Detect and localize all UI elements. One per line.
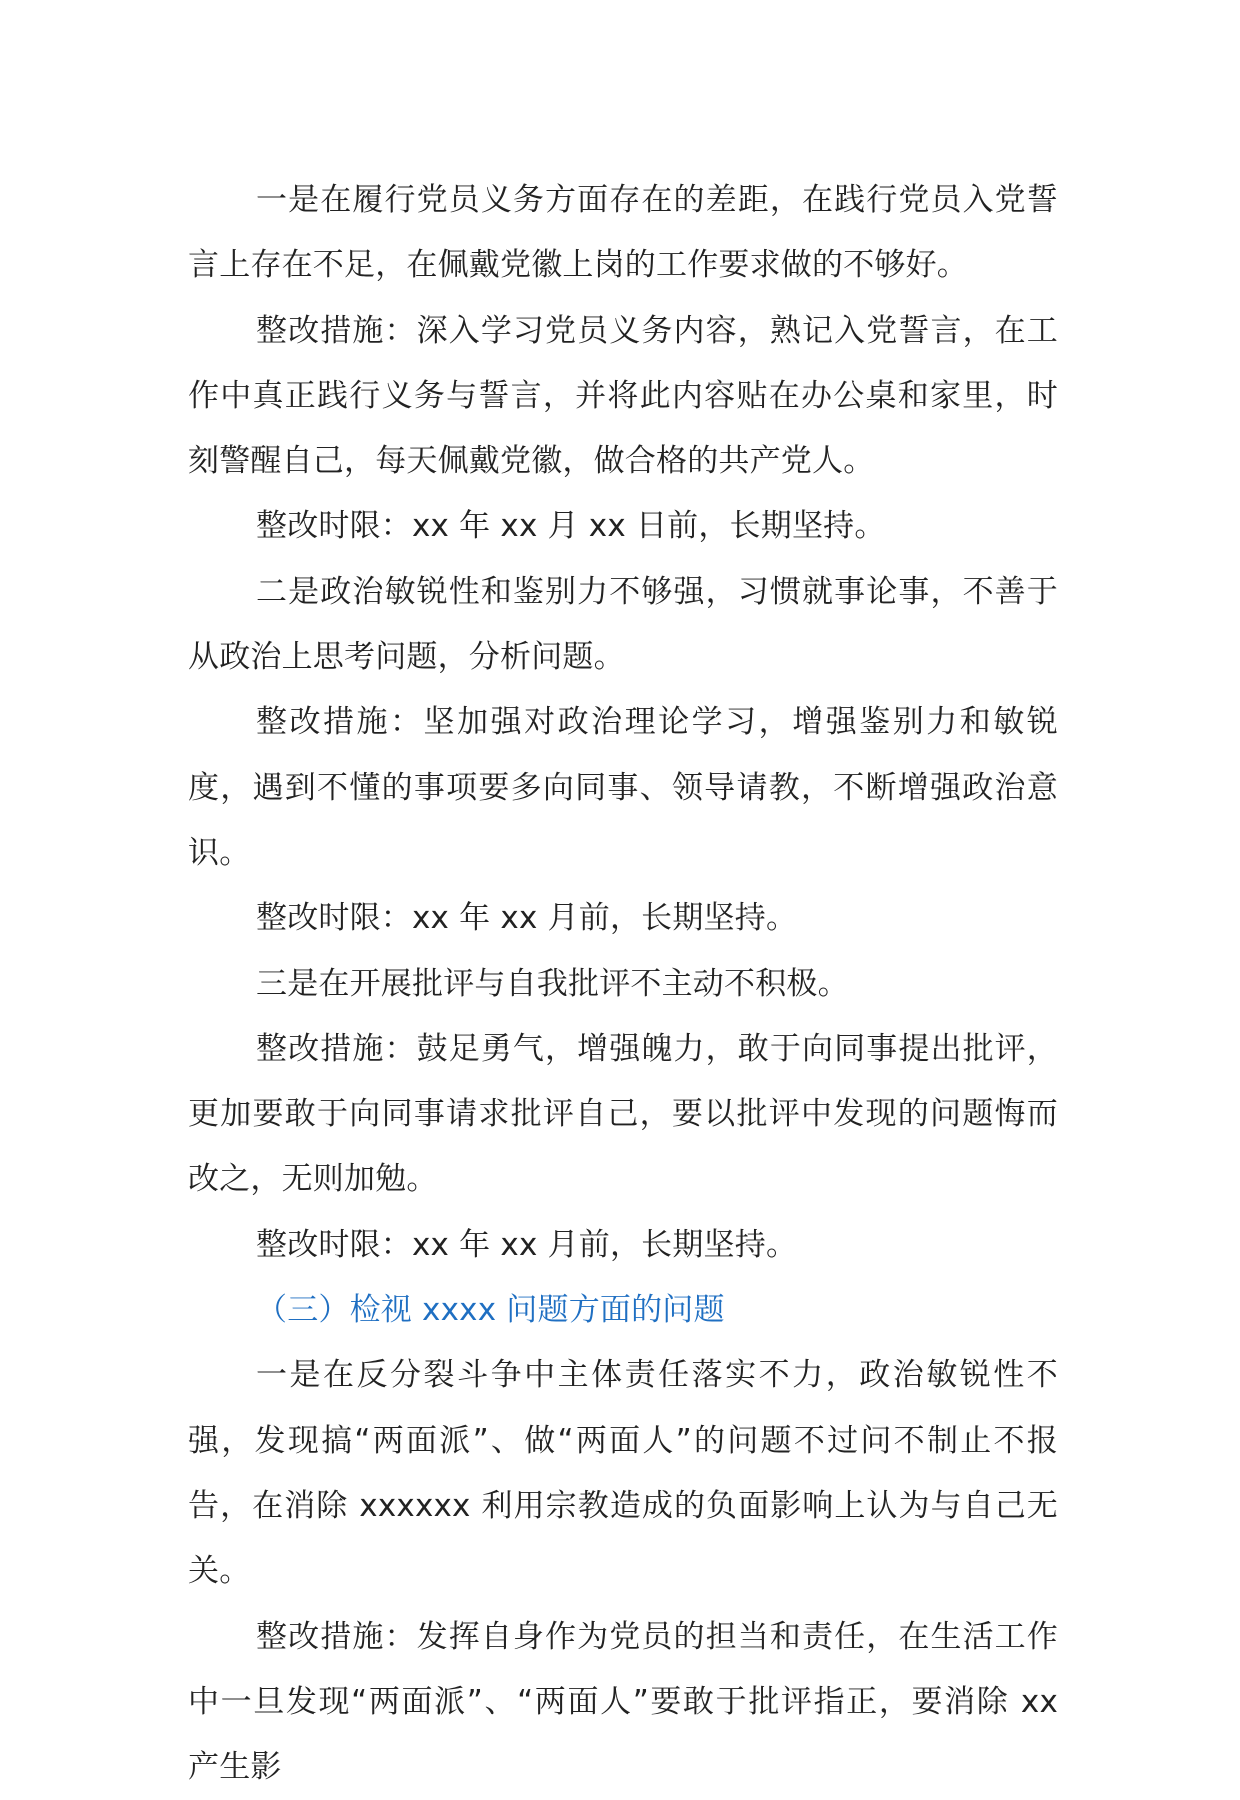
document-body bbox=[188, 168, 1058, 1800]
paragraph-issue-4: 一是在反分裂斗争中主体责任落实不力，政治敏锐性不强，发现搞“两面派”、做“两面人”的问题不过问不制止不报告，在消除 xxxxxx 利用宗教造成的负面影响上认为与自己无关。 bbox=[188, 1357, 1058, 1590]
paragraph-measures-4: 整改措施：发挥自身作为党员的担当和责任，在生活工作中一旦发现“两面派”、“两面人”要敢于批评指正，要消除 xx 产生影 bbox=[188, 1618, 1058, 1786]
section-heading: （三）检视 xxxx 问题方面的问题 bbox=[256, 1292, 725, 1329]
paragraph-measures-3: 整改措施：鼓足勇气，增强魄力，敢于向同事提出批评，更加要敢于向同事请求批评自己，要以批评中发现的问题悔而改之，无则加勉。 bbox=[188, 1030, 1058, 1198]
paragraph-issue-3: 三是在开展批评与自我批评不主动不积极。 bbox=[256, 965, 849, 1002]
paragraph-measures-2: 整改措施：坚加强对政治理论学习，增强鉴别力和敏锐度，遇到不懂的事项要多向同事、领导请教，不断增强政治意识。 bbox=[188, 704, 1058, 871]
paragraph-deadline-2: 整改时限：xx 年 xx 月前，长期坚持。 bbox=[256, 900, 798, 937]
paragraph-measures-1: 整改措施：深入学习党员义务内容，熟记入党誓言，在工作中真正践行义务与誓言，并将此内容贴在办公桌和家里，时刻警醒自己，每天佩戴党徽，做合格的共产党人。 bbox=[188, 312, 1058, 480]
paragraph-deadline-1: 整改时限：xx 年 xx 月 xx 日前，长期坚持。 bbox=[256, 508, 886, 545]
paragraph-issue-2: 二是政治敏锐性和鉴别力不够强，习惯就事论事，不善于从政治上思考问题，分析问题。 bbox=[188, 573, 1058, 676]
paragraph-deadline-3: 整改时限：xx 年 xx 月前，长期坚持。 bbox=[256, 1226, 798, 1263]
paragraph-issue-1: 一是在履行党员义务方面存在的差距，在践行党员入党誓言上存在不足，在佩戴党徽上岗的工作要求做的不够好。 bbox=[188, 182, 1058, 284]
